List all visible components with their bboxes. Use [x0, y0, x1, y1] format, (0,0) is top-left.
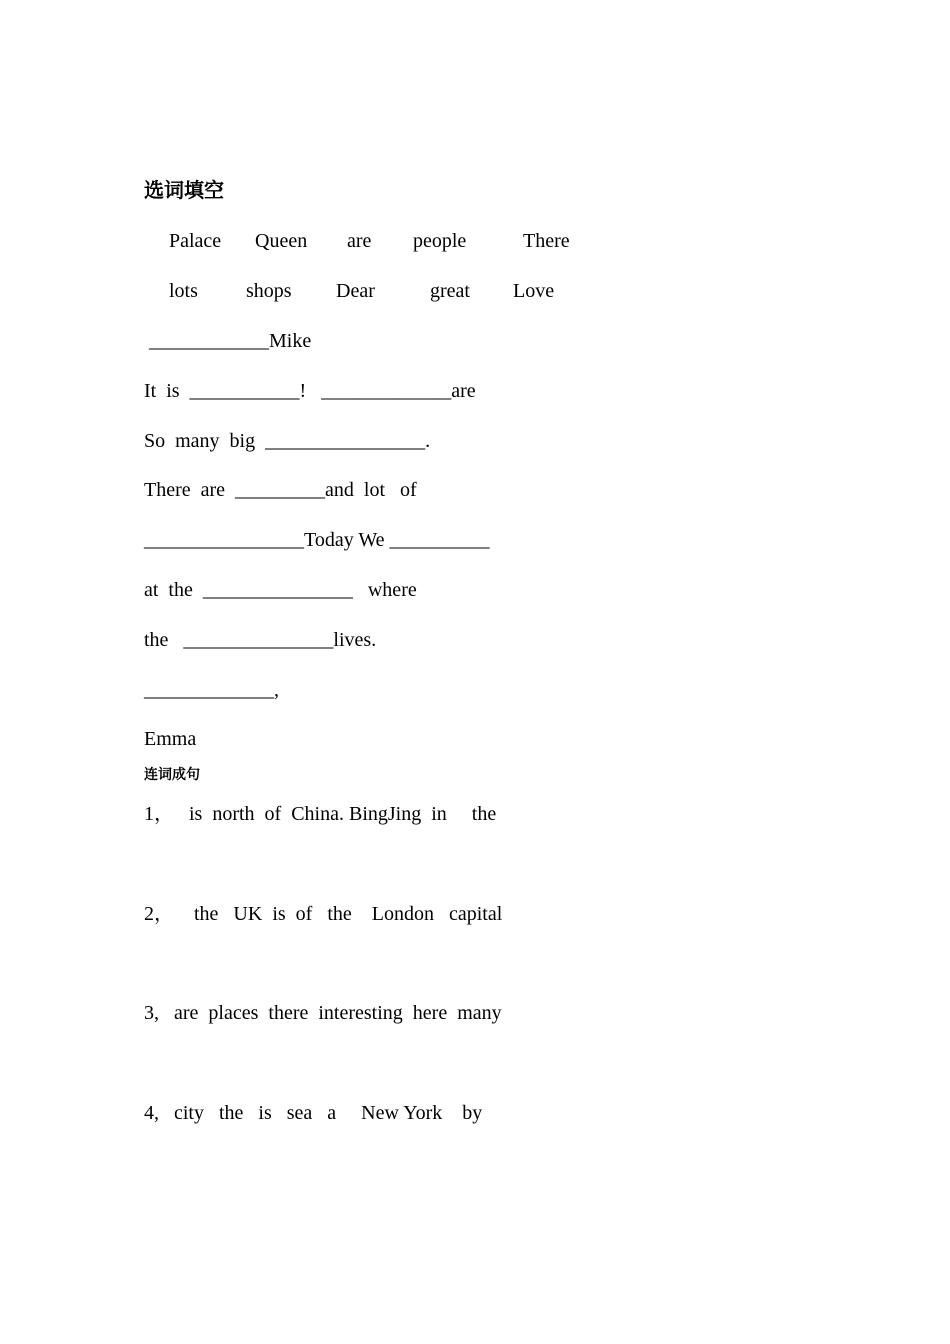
scrambled-sentence-item: 3, are places there interesting here many	[144, 1002, 502, 1024]
letter-line: ________________Today We __________	[144, 529, 490, 551]
letter-line-signature: Emma	[144, 728, 197, 750]
word-bank-item: people	[413, 230, 467, 252]
letter-line: at the _______________ where	[144, 579, 417, 601]
letter-line: There are _________and lot of	[144, 479, 417, 501]
word-bank-item: lots	[169, 280, 198, 302]
scrambled-sentence-item: 4, city the is sea a New York by	[144, 1102, 483, 1124]
section-title-make-sentences: 连词成句	[144, 767, 200, 783]
word-bank-item: Dear	[336, 280, 375, 302]
letter-line: the _______________lives.	[144, 629, 377, 651]
letter-line: So many big ________________.	[144, 430, 431, 452]
letter-line-closing: _____________,	[144, 679, 279, 701]
word-bank-item: Palace	[169, 230, 222, 252]
section-title-fill-in-words: 选词填空	[144, 178, 224, 202]
scrambled-sentence-item: 2， the UK is of the London capital	[144, 903, 503, 925]
word-bank-item: shops	[246, 280, 292, 302]
word-bank-item: Love	[513, 280, 555, 302]
letter-line-greeting: ____________Mike	[144, 330, 312, 352]
word-bank-item: Queen	[255, 230, 308, 252]
word-bank-item: are	[347, 230, 372, 252]
scrambled-sentence-item: 1， is north of China. BingJing in the	[144, 803, 497, 825]
letter-line: It is ___________! _____________are	[144, 380, 476, 402]
word-bank-item: great	[430, 280, 470, 302]
word-bank-item: There	[523, 230, 570, 252]
